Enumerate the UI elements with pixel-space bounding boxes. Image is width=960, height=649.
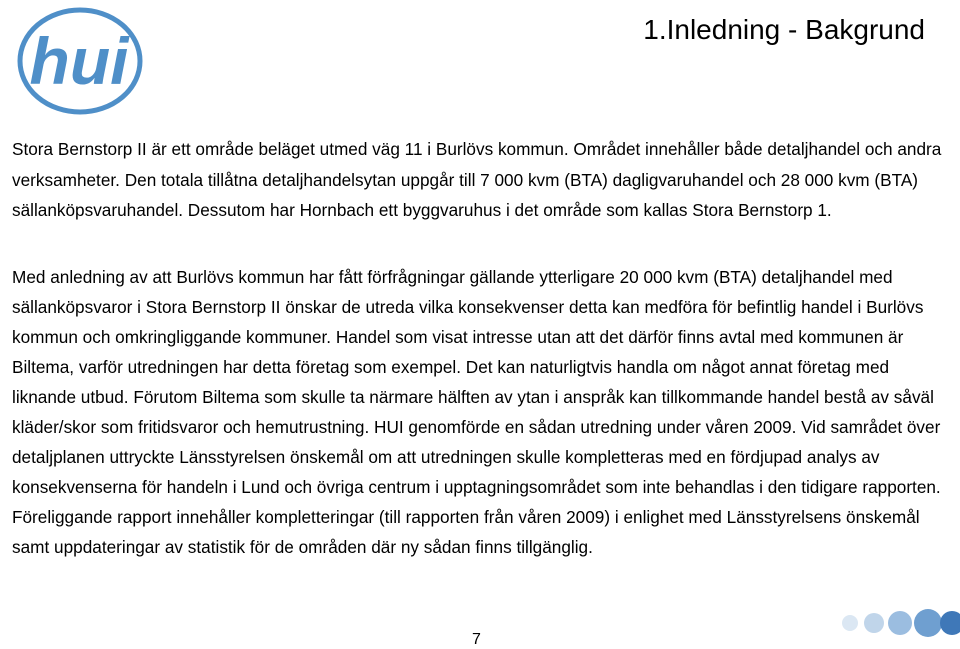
hui-logo	[16, 6, 144, 116]
dot-2	[864, 613, 884, 633]
page-title: 1.Inledning - Bakgrund	[643, 14, 925, 45]
dot-3	[888, 611, 912, 635]
decorative-dots	[840, 606, 960, 640]
paragraph-background: Stora Bernstorp II är ett område beläget utmed väg 11 i Burlövs kommun. Området innehåller både detaljhandel och andra verksamheter. Den totala tillåtna detaljhandelsytan uppgår till 7 000 kvm (BTA) dagligvaruhandel och 28 000 kvm (BTA) sällanköpsvaruhandel. Dessutom har Hornbach ett byggvaruhus i det område som kallas Stora Bernstorp 1.	[12, 139, 942, 220]
dot-5	[940, 611, 960, 635]
paragraph-purpose: Med anledning av att Burlövs kommun har fått förfrågningar gällande ytterligare 20 000 kvm (BTA) detaljhandel med sällanköpsvaror i Stora Bernstorp II önskar de utreda vilka konsekvenser detta kan medföra för befintlig handel i Burlövs kommun och omkringliggande kommuner. Handel som visat intresse utan att det därför finns avtal med kommunen är Biltema, varför utredningen har detta företag som exempel. Det kan naturligtvis handla om något annat företag med liknande utbud. Förutom Biltema som skulle ta närmare hälften av ytan i anspråk kan tillkommande handel bestå av såväl kläder/skor som fritidsvaror och hemutrustning. HUI genomförde en sådan utredning under våren 2009. Vid samrådet över detaljplanen uttryckte Länsstyrelsen önskemål om att utredningen skulle kompletteras med en fördjupad analys av konsekvenserna för handeln i Lund och övriga centrum i upptagningsområdet som inte behandlas i den tidigare rapporten. Föreliggande rapport innehåller kompletteringar (till rapporten från våren 2009) i enlighet med Länsstyrelsens önskemål samt uppdateringar av statistik för de områden där ny sådan finns tillgänglig.	[12, 267, 941, 557]
dot-4	[914, 609, 942, 637]
dot-1	[842, 615, 858, 631]
logo-text: hui	[29, 24, 129, 98]
page-number: 7	[472, 631, 481, 648]
